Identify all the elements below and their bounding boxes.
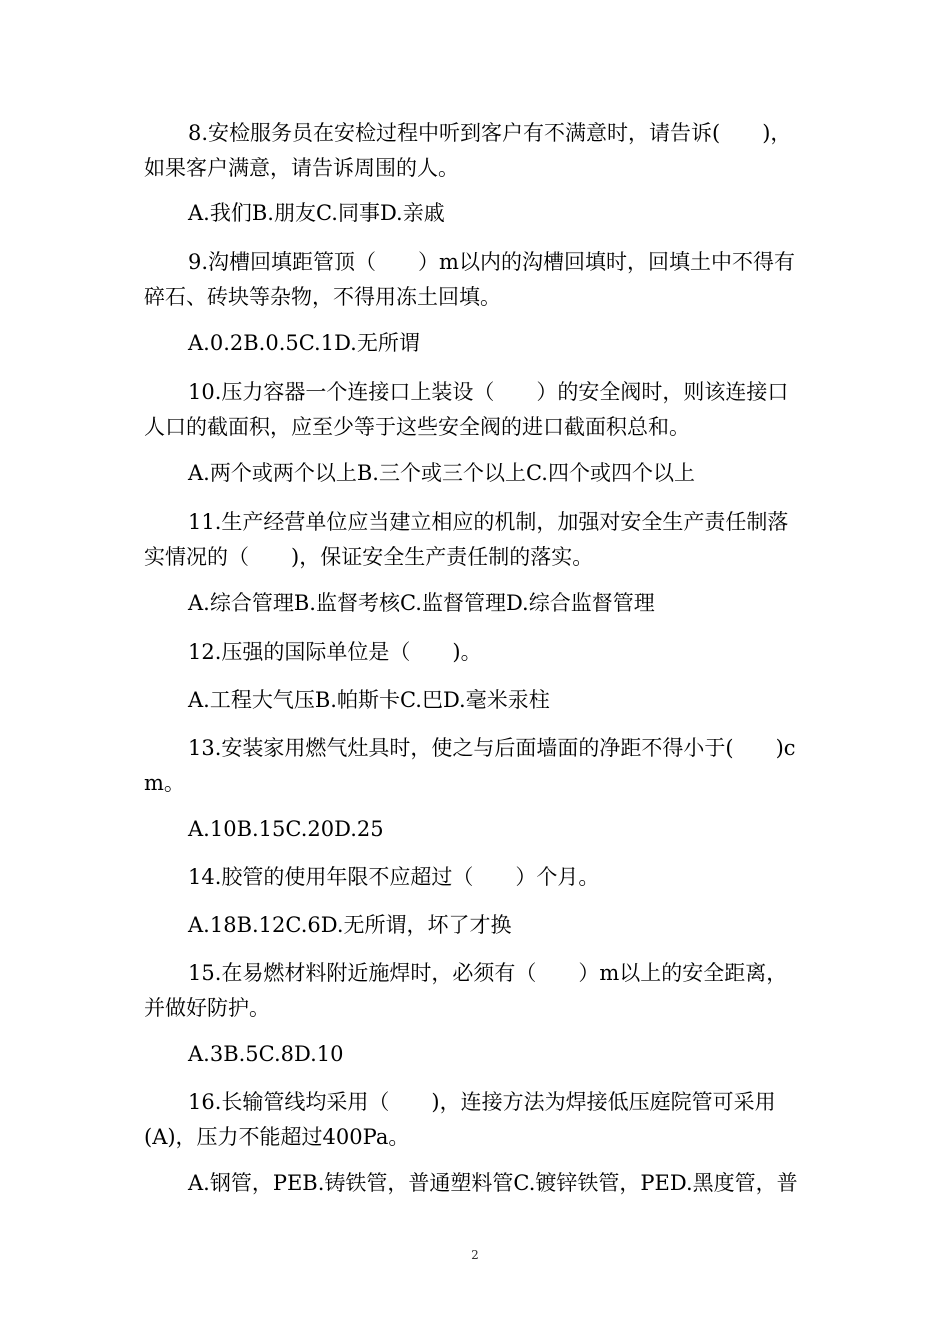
question-10: 10.压力容器一个连接口上装设（ ）的安全阀时，则该连接口人口的截面积，应至少等于这些安全阀的进口截面积总和。 <box>144 380 789 439</box>
options-9: A.0.2B.0.5C.1D.无所谓 <box>188 331 420 355</box>
question-9: 9.沟槽回填距管顶（ ）m以内的沟槽回填时，回填土中不得有碎石、砖块等杂物，不得用冻土回填。 <box>144 250 795 309</box>
question-16: 16.长输管线均采用（ )，连接方法为焊接低压庭院管可采用(A)，压力不能超过400Pa。 <box>144 1090 776 1149</box>
question-15: 15.在易燃材料附近施焊时，必须有（ ）m以上的安全距离，并做好防护。 <box>144 961 788 1020</box>
question-14: 14.胶管的使用年限不应超过（ ）个月。 <box>188 865 600 889</box>
question-12: 12.压强的国际单位是（ )。 <box>188 640 482 664</box>
options-13: A.10B.15C.20D.25 <box>188 817 384 841</box>
question-13: 13.安装家用燃气灶具时，使之与后面墙面的净距不得小于( )cm。 <box>144 736 796 795</box>
options-14: A.18B.12C.6D.无所谓，坏了才换 <box>188 913 512 937</box>
options-16: A.钢管，PEB.铸铁管，普通塑料管C.镀锌铁管，PED.黑度管，普 <box>188 1171 798 1195</box>
options-12: A.工程大气压B.帕斯卡C.巴D.毫米汞柱 <box>188 688 550 712</box>
question-8: 8.安检服务员在安检过程中听到客户有不满意时，请告诉( )，如果客户满意，请告诉周围的人。 <box>144 121 792 180</box>
options-10: A.两个或两个以上B.三个或三个以上C.四个或四个以上 <box>188 461 695 485</box>
page-number: 2 <box>471 1248 479 1262</box>
options-15: A.3B.5C.8D.10 <box>188 1042 344 1066</box>
options-11: A.综合管理B.监督考核C.监督管理D.综合监督管理 <box>188 591 655 615</box>
question-11: 11.生产经营单位应当建立相应的机制，加强对安全生产责任制落实情况的（ )，保证安全生产责任制的落实。 <box>144 510 789 569</box>
options-8: A.我们B.朋友C.同事D.亲戚 <box>188 201 445 225</box>
